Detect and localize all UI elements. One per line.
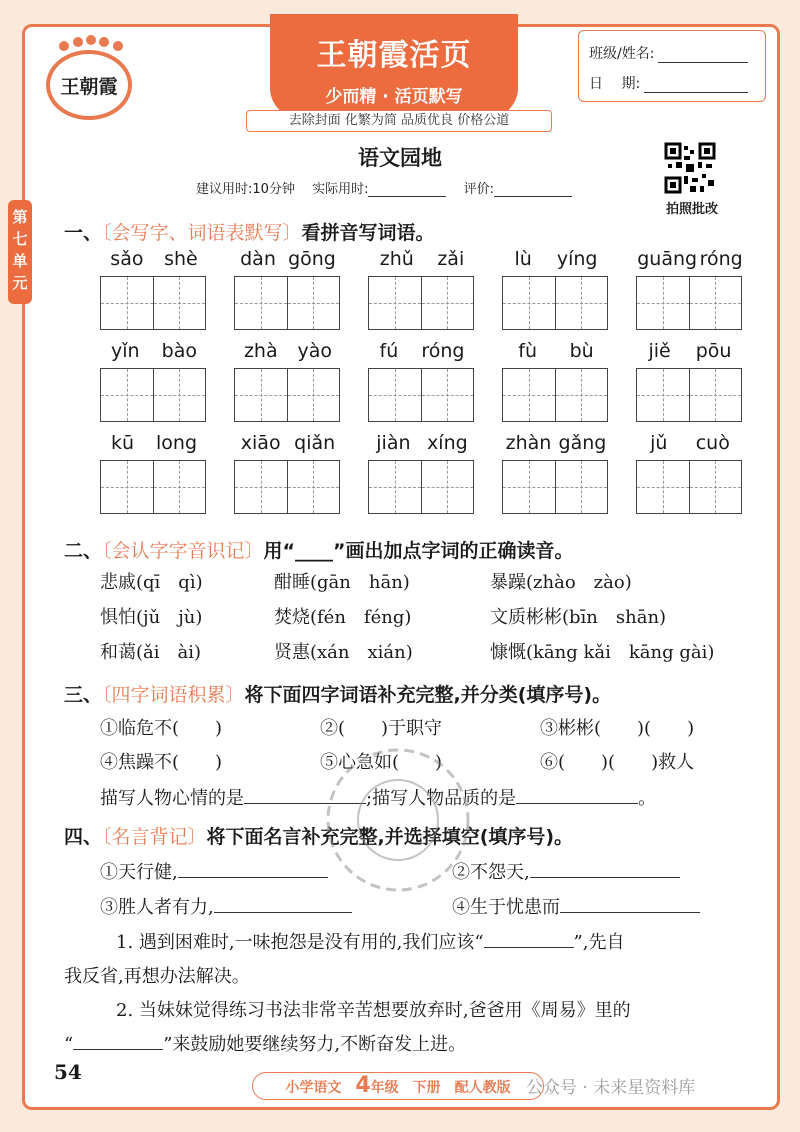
writing-cell[interactable] bbox=[235, 369, 287, 421]
q4-answer[interactable] bbox=[560, 896, 700, 913]
q4-sentence-2-cont bbox=[64, 1030, 466, 1056]
writing-box[interactable] bbox=[100, 460, 206, 514]
writing-box[interactable] bbox=[234, 276, 340, 330]
evaluation-field[interactable] bbox=[494, 184, 572, 197]
unit-tab-label bbox=[8, 206, 32, 294]
q4-answer[interactable] bbox=[530, 861, 680, 878]
footer-edition: 配人教版 bbox=[454, 1080, 511, 1096]
q3-tag: 〔四字词语积累〕 bbox=[102, 684, 245, 706]
q4-item-text: ①天行健, bbox=[100, 862, 178, 883]
q4-number: 四、 bbox=[64, 826, 103, 848]
class-name-label: 班级/姓名: bbox=[589, 46, 655, 62]
q4-sentence-1-cont: 我反省,再想办法解决。 bbox=[64, 966, 250, 987]
pinyin-syllable: guāng bbox=[637, 248, 698, 270]
q4-item-text: ③胜人者有力, bbox=[100, 897, 214, 918]
pinyin-syllable: fú bbox=[379, 340, 399, 362]
pinyin-syllable: sǎo bbox=[110, 248, 144, 270]
brand-subtitle: 少而精 · 活页默写 bbox=[325, 87, 463, 107]
date-field[interactable] bbox=[644, 80, 748, 93]
q2-item[interactable]: 焚烧(fén féng) bbox=[274, 607, 412, 628]
unit-tab-char: 七 bbox=[12, 230, 28, 248]
writing-cell[interactable] bbox=[153, 461, 206, 513]
writing-box[interactable] bbox=[368, 368, 474, 422]
logo bbox=[40, 28, 152, 128]
date-label: 日 期: bbox=[589, 76, 641, 92]
q4-sentence-2: 2. 当妹妹觉得练习书法非常辛苦想要放弃时,爸爸用《周易》里的 bbox=[116, 1000, 631, 1021]
writing-cell[interactable] bbox=[503, 461, 555, 513]
q2-instruction: 用“____”画出加点字词的正确读音。 bbox=[263, 540, 574, 562]
pinyin-row bbox=[100, 432, 208, 456]
writing-cell[interactable] bbox=[101, 369, 153, 421]
writing-cell[interactable] bbox=[287, 277, 340, 329]
pinyin-row bbox=[502, 340, 610, 364]
q2-item[interactable]: 贤惠(xán xián) bbox=[274, 642, 413, 663]
writing-cell[interactable] bbox=[369, 369, 421, 421]
qr-label: 拍照批改 bbox=[665, 202, 718, 217]
writing-cell[interactable] bbox=[503, 277, 555, 329]
pinyin-syllable: bào bbox=[161, 340, 197, 362]
q3-item[interactable]: ②( )于职守 bbox=[320, 718, 443, 739]
writing-box[interactable] bbox=[636, 368, 742, 422]
writing-cell[interactable] bbox=[153, 369, 206, 421]
pinyin-syllable: zhàn bbox=[505, 432, 552, 454]
evaluation-label: 评价: bbox=[463, 182, 494, 197]
writing-cell[interactable] bbox=[637, 461, 689, 513]
word-box-group bbox=[368, 432, 476, 514]
word-box-group bbox=[100, 340, 208, 422]
word-box-group bbox=[636, 340, 744, 422]
q4-s1-text-end: ”,先自 bbox=[573, 932, 625, 953]
q2-item[interactable]: 惧怕(jǔ jù) bbox=[100, 607, 203, 628]
writing-cell[interactable] bbox=[235, 277, 287, 329]
writing-cell[interactable] bbox=[369, 277, 421, 329]
q1-tag: 〔会写字、词语表默写〕 bbox=[102, 222, 302, 244]
q4-item bbox=[452, 893, 700, 919]
q3-item[interactable]: ④焦躁不( ) bbox=[100, 752, 223, 773]
brand-title: 王朝霞活页 bbox=[316, 38, 472, 73]
pinyin-syllable: yào bbox=[297, 340, 333, 362]
q2-item[interactable]: 慷慨(kāng kǎi kāng gài) bbox=[490, 642, 715, 663]
pinyin-row bbox=[636, 248, 744, 272]
class-name-field[interactable] bbox=[658, 50, 748, 63]
writing-box[interactable] bbox=[368, 276, 474, 330]
q3-quality-label: ;描写人物品质的是 bbox=[366, 788, 517, 809]
writing-box[interactable] bbox=[234, 368, 340, 422]
q4-item-text: ②不怨天, bbox=[452, 862, 530, 883]
pinyin-row bbox=[502, 432, 610, 456]
word-box-group bbox=[502, 432, 610, 514]
pinyin-row bbox=[368, 248, 476, 272]
writing-box[interactable] bbox=[100, 368, 206, 422]
q1-number: 一、 bbox=[64, 222, 103, 244]
q2-tag: 〔会认字字音识记〕 bbox=[102, 540, 264, 562]
word-box-group bbox=[100, 248, 208, 330]
pinyin-syllable: zǎi bbox=[437, 248, 465, 270]
word-box-group bbox=[636, 432, 744, 514]
q3-heading bbox=[64, 680, 611, 707]
unit-tab-char: 元 bbox=[12, 274, 28, 292]
q3-mood-label: 描写人物心情的是 bbox=[100, 788, 244, 809]
writing-cell[interactable] bbox=[235, 461, 287, 513]
pinyin-syllable: xiāo bbox=[240, 432, 281, 454]
word-box-group bbox=[368, 248, 476, 330]
writing-box[interactable] bbox=[368, 460, 474, 514]
name-box bbox=[578, 30, 766, 102]
q3-item[interactable]: ①临危不( ) bbox=[100, 718, 223, 739]
pinyin-syllable: gǎng bbox=[558, 432, 607, 454]
q4-item bbox=[100, 893, 352, 919]
q4-item bbox=[100, 858, 328, 884]
q3-end-mark: 。 bbox=[638, 788, 657, 809]
q2-item[interactable]: 文质彬彬(bīn shān) bbox=[490, 607, 667, 628]
word-box-group bbox=[502, 340, 610, 422]
q2-item[interactable]: 和蔼(ǎi ài) bbox=[100, 642, 202, 663]
qr-code-icon[interactable] bbox=[664, 142, 716, 194]
pinyin-syllable: long bbox=[156, 432, 198, 454]
pinyin-syllable: qiǎn bbox=[294, 432, 336, 454]
word-box-group bbox=[100, 432, 208, 514]
writing-box[interactable] bbox=[502, 368, 608, 422]
q4-item-text: ④生于忧患而 bbox=[452, 897, 560, 918]
word-box-group bbox=[368, 340, 476, 422]
writing-cell[interactable] bbox=[637, 277, 689, 329]
page-title: 语文园地 bbox=[358, 146, 442, 170]
writing-cell[interactable] bbox=[503, 369, 555, 421]
writing-cell[interactable] bbox=[287, 461, 340, 513]
writing-cell[interactable] bbox=[637, 369, 689, 421]
watermark-stamp-icon bbox=[318, 740, 478, 900]
pinyin-syllable: cuò bbox=[695, 432, 730, 454]
pinyin-syllable: kū bbox=[110, 432, 135, 454]
word-box-group bbox=[636, 248, 744, 330]
actual-time-label: 实际用时: bbox=[312, 182, 369, 197]
pinyin-syllable: xíng bbox=[427, 432, 468, 454]
q3-instruction: 将下面四字词语补充完整,并分类(填序号)。 bbox=[244, 684, 612, 706]
writing-box[interactable] bbox=[636, 276, 742, 330]
pinyin-row bbox=[368, 340, 476, 364]
slogan: 去除封面 化繁为简 品质优良 价格公道 bbox=[246, 110, 552, 132]
unit-tab-char: 第 bbox=[12, 208, 28, 226]
pinyin-syllable: zhǔ bbox=[379, 248, 414, 270]
word-box-group bbox=[502, 248, 610, 330]
pinyin-row bbox=[234, 340, 342, 364]
pinyin-row bbox=[636, 432, 744, 456]
q2-number: 二、 bbox=[64, 540, 103, 562]
q3-item[interactable]: ③彬彬( )( ) bbox=[540, 718, 695, 739]
q4-answer[interactable] bbox=[178, 861, 328, 878]
q3-quality-answer[interactable] bbox=[516, 787, 638, 804]
footer-grade-number: 4 bbox=[355, 1073, 371, 1098]
footer-grade: 年级 bbox=[370, 1080, 399, 1096]
q2-item[interactable]: 暴躁(zhào zào) bbox=[490, 572, 632, 593]
pinyin-row bbox=[636, 340, 744, 364]
q1-instruction: 看拼音写词语。 bbox=[301, 222, 435, 244]
pinyin-syllable: róng bbox=[699, 248, 743, 270]
writing-cell[interactable] bbox=[421, 369, 474, 421]
footer-volume: 下册 bbox=[412, 1080, 441, 1096]
page-number: 54 bbox=[54, 1060, 82, 1084]
writing-box[interactable] bbox=[100, 276, 206, 330]
pinyin-row bbox=[502, 248, 610, 272]
writing-cell[interactable] bbox=[689, 461, 742, 513]
pinyin-row bbox=[234, 248, 342, 272]
q4-s2-open: “ bbox=[64, 1034, 74, 1055]
q1-heading bbox=[64, 218, 435, 245]
q3-number: 三、 bbox=[64, 684, 103, 706]
pinyin-syllable: bù bbox=[569, 340, 594, 362]
q3-item[interactable]: ⑥( )( )救人 bbox=[540, 752, 695, 773]
writing-cell[interactable] bbox=[421, 277, 474, 329]
writing-cell[interactable] bbox=[369, 461, 421, 513]
brand-banner bbox=[270, 14, 518, 118]
q4-s1-text: 1. 遇到困难时,一味抱怨是没有用的,我们应该“ bbox=[116, 932, 484, 953]
word-box-group bbox=[234, 248, 342, 330]
writing-cell[interactable] bbox=[153, 277, 206, 329]
pinyin-syllable: fù bbox=[518, 340, 538, 362]
writing-cell[interactable] bbox=[555, 277, 608, 329]
pinyin-row bbox=[234, 432, 342, 456]
pinyin-row bbox=[100, 340, 208, 364]
q3-item[interactable]: ⑤心急如( ) bbox=[320, 752, 443, 773]
unit-tab-char: 单 bbox=[12, 252, 28, 270]
q4-tag: 〔名言背记〕 bbox=[102, 826, 207, 848]
word-box-group bbox=[234, 340, 342, 422]
pinyin-syllable: lù bbox=[514, 248, 532, 270]
pinyin-syllable: yíng bbox=[556, 248, 598, 270]
watermark-text: 公众号 · 未来星资料库 bbox=[526, 1078, 696, 1098]
q2-item[interactable]: 悲戚(qī qì) bbox=[100, 572, 203, 593]
pinyin-syllable: jiàn bbox=[376, 432, 411, 454]
writing-box[interactable] bbox=[234, 460, 340, 514]
actual-time-field[interactable] bbox=[368, 184, 446, 197]
pinyin-syllable: zhà bbox=[243, 340, 278, 362]
writing-cell[interactable] bbox=[689, 369, 742, 421]
writing-box[interactable] bbox=[502, 460, 608, 514]
pinyin-syllable: gōng bbox=[288, 248, 336, 270]
pinyin-syllable: róng bbox=[421, 340, 465, 362]
logo-text: 王朝霞 bbox=[60, 76, 118, 98]
unit-tab bbox=[8, 200, 32, 304]
pinyin-syllable: shè bbox=[164, 248, 198, 270]
writing-cell[interactable] bbox=[689, 277, 742, 329]
q4-sentence-1 bbox=[116, 928, 624, 954]
footer-subject: 小学语文 bbox=[285, 1080, 342, 1096]
pinyin-syllable: jǔ bbox=[650, 432, 668, 454]
pinyin-syllable: dàn bbox=[240, 248, 276, 270]
writing-cell[interactable] bbox=[101, 461, 153, 513]
writing-cell[interactable] bbox=[555, 461, 608, 513]
writing-box[interactable] bbox=[636, 460, 742, 514]
q4-s2-answer[interactable] bbox=[73, 1033, 163, 1050]
q4-s2-text: ”来鼓励她要继续努力,不断奋发上进。 bbox=[163, 1034, 467, 1055]
writing-box[interactable] bbox=[502, 276, 608, 330]
pinyin-row bbox=[368, 432, 476, 456]
word-box-group bbox=[234, 432, 342, 514]
writing-cell[interactable] bbox=[287, 369, 340, 421]
q2-item[interactable]: 酣睡(gān hān) bbox=[274, 572, 410, 593]
q4-s1-answer[interactable] bbox=[484, 931, 574, 948]
suggested-time: 建议用时:10分钟 bbox=[196, 182, 295, 197]
pinyin-syllable: yǐn bbox=[111, 340, 140, 362]
writing-cell[interactable] bbox=[101, 277, 153, 329]
time-meta bbox=[196, 178, 572, 197]
writing-cell[interactable] bbox=[555, 369, 608, 421]
pinyin-syllable: pōu bbox=[695, 340, 732, 362]
writing-cell[interactable] bbox=[421, 461, 474, 513]
q4-item bbox=[452, 858, 680, 884]
footer-badge bbox=[252, 1072, 544, 1100]
pinyin-row bbox=[100, 248, 208, 272]
q4-instruction: 将下面名言补充完整,并选择填空(填序号)。 bbox=[206, 826, 574, 848]
pinyin-syllable: jiě bbox=[648, 340, 671, 362]
q2-heading bbox=[64, 536, 574, 563]
